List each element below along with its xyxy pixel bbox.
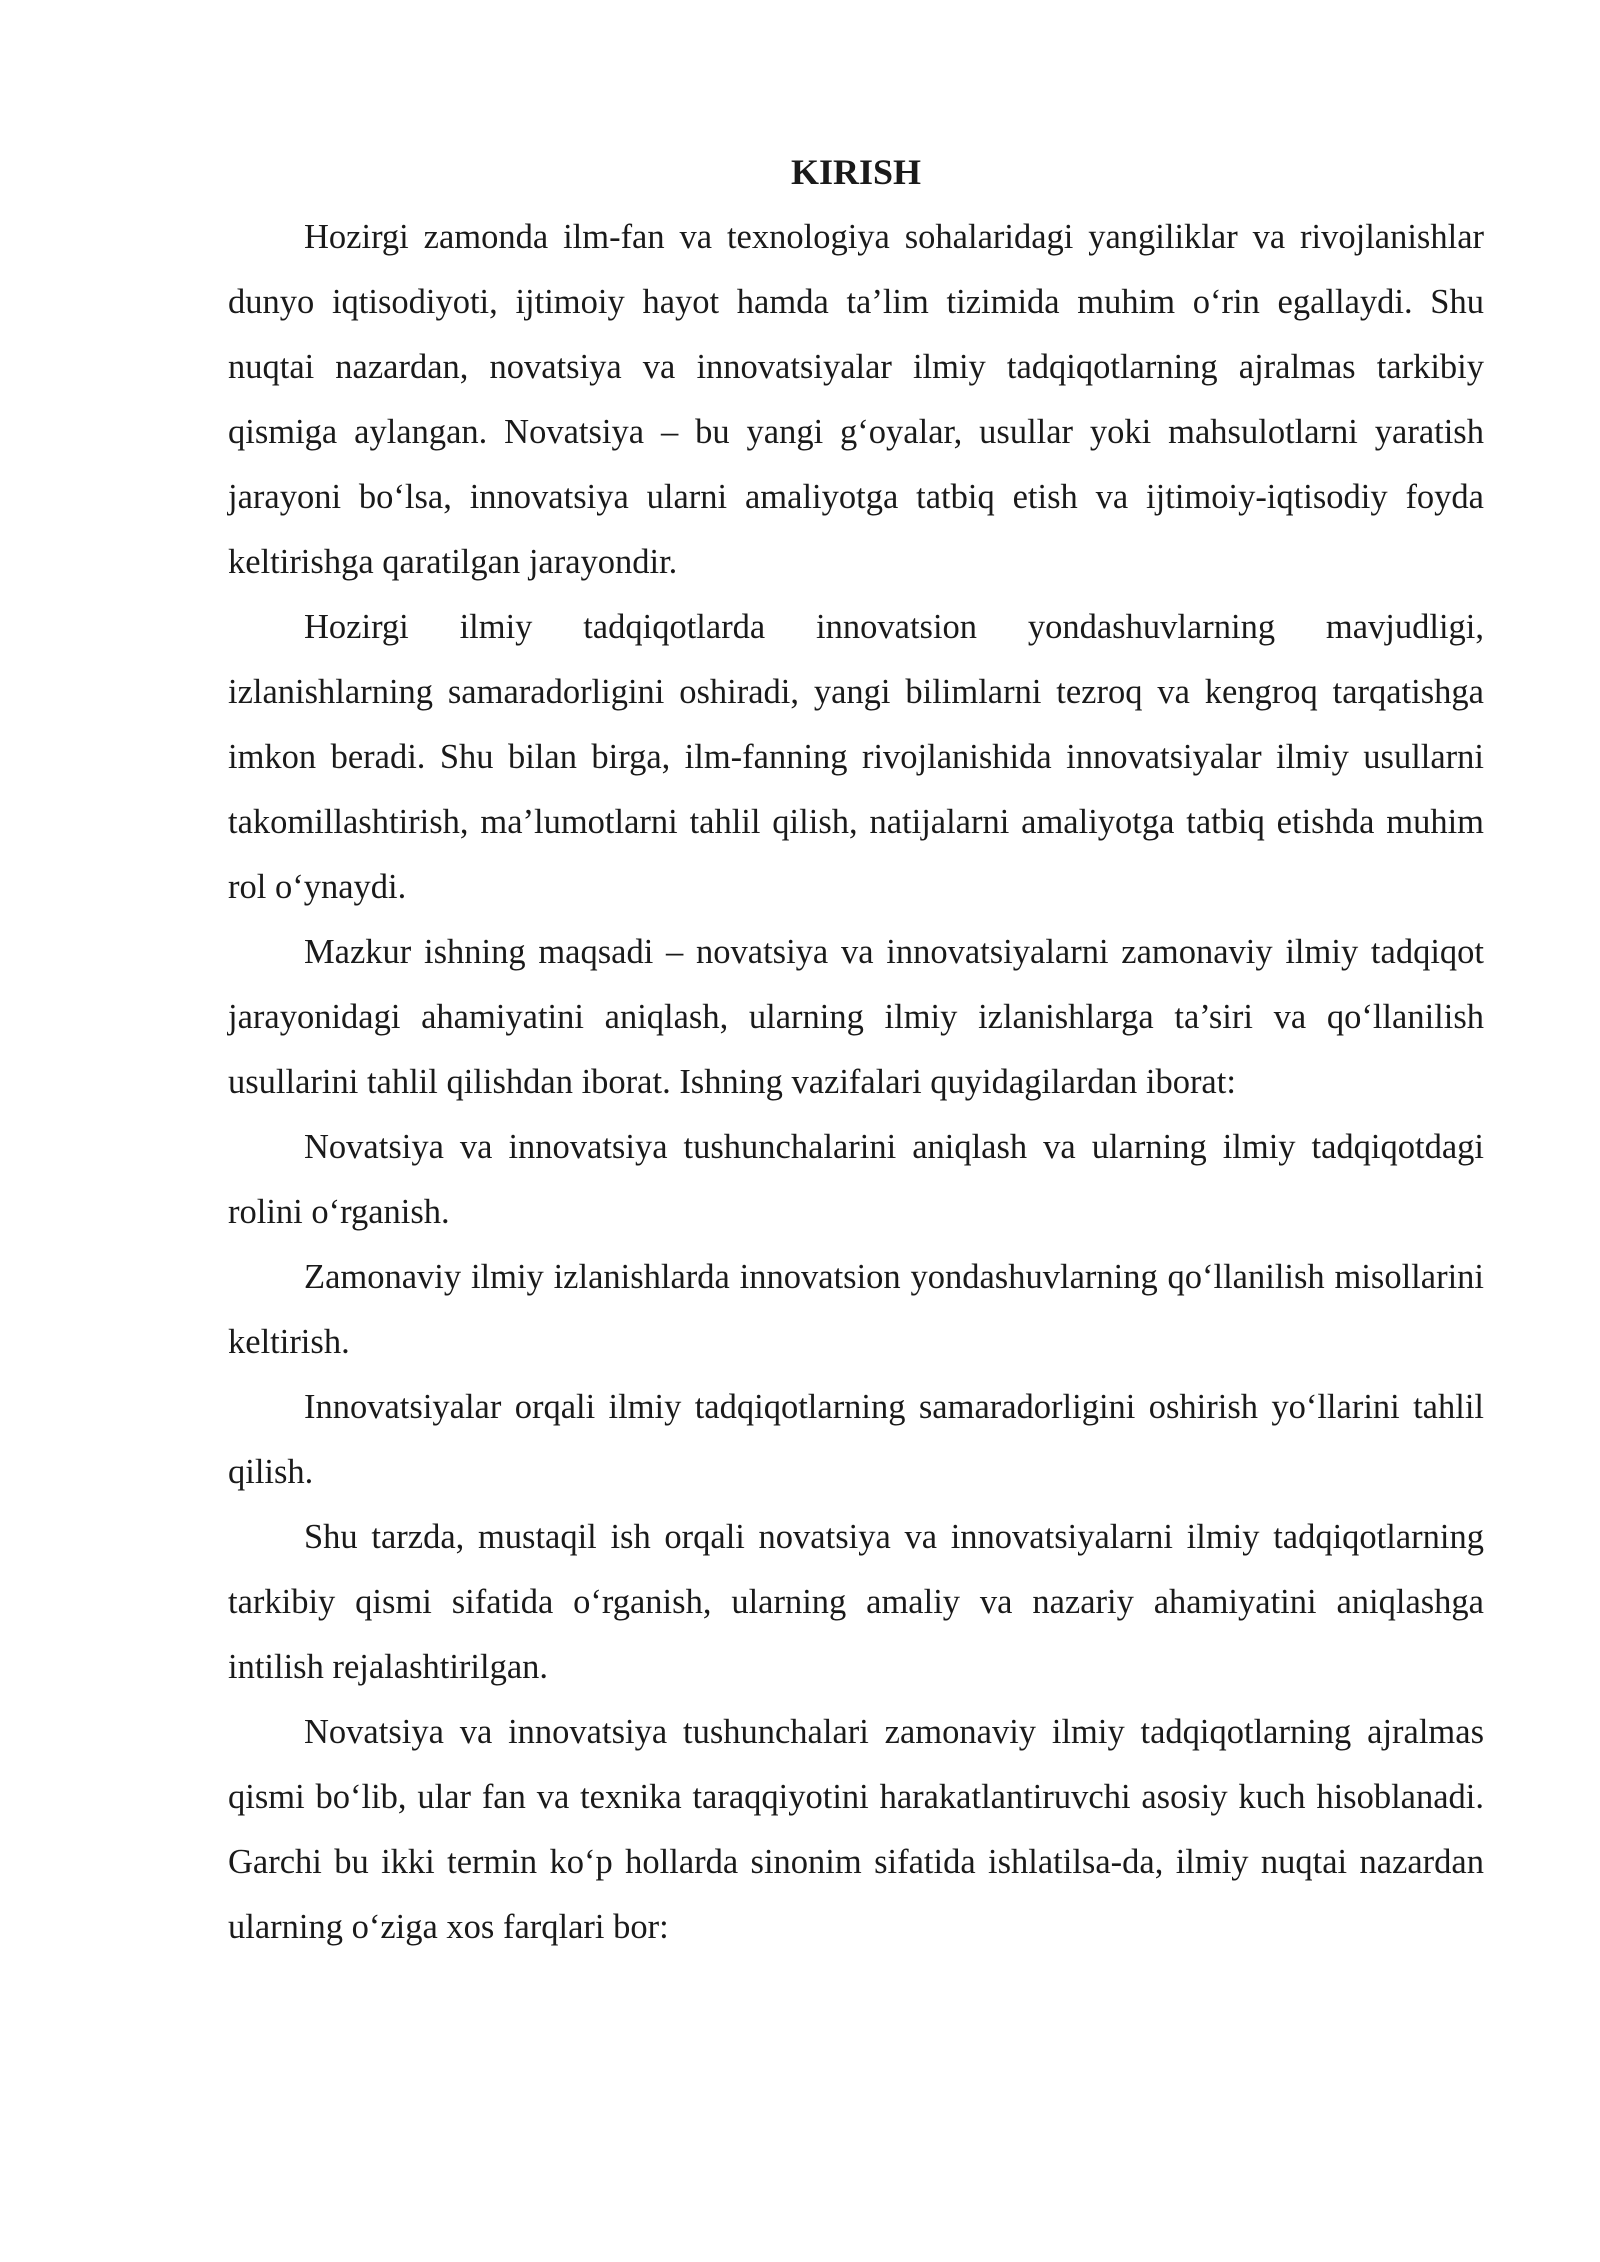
paragraph-definitions: Novatsiya va innovatsiya tushunchalari zamonaviy ilmiy tadqiqotlarning ajralmas qismi bo‘lib, ular fan va texnika taraqqiyotini harakatlantiruvchi asosiy kuch hisoblanadi. Garchi bu ikki termin ko‘p hollarda sinonim sifatida ishlatilsa-da, ilmiy nuqtai nazardan ularning o‘ziga xos farqlari bor:: [228, 1713, 1484, 1946]
paragraph-task-1: Novatsiya va innovatsiya tushunchalarini aniqlash va ularning ilmiy tadqiqotdagi rolini o‘rganish.: [228, 1128, 1484, 1231]
paragraph-goal: Mazkur ishning maqsadi – novatsiya va innovatsiyalarni zamonaviy ilmiy tadqiqot jarayonidagi ahamiyatini aniqlash, ularning ilmiy izlanishlarga ta’siri va qo‘llanilish usullarini tahlil qilishdan iborat. Ishning vazifalari quyidagilardan iborat:: [228, 933, 1484, 1101]
paragraph-summary: Shu tarzda, mustaqil ish orqali novatsiya va innovatsiyalarni ilmiy tadqiqotlarning tarkibiy qismi sifatida o‘rganish, ularning amaliy va nazariy ahamiyatini aniqlashga intilish rejalashtirilgan.: [228, 1518, 1484, 1686]
document-body: [228, 140, 1484, 1960]
document-title: KIRISH: [790, 152, 922, 192]
paragraph-intro: Hozirgi zamonda ilm-fan va texnologiya sohalaridagi yangiliklar va rivojlanishlar dunyo iqtisodiyoti, ijtimoiy hayot hamda ta’lim tizimida muhim o‘rin egallaydi. Shu nuqtai nazardan, novatsiya va innovatsiyalar ilmiy tadqiqotlarning ajralmas tarkibiy qismiga aylangan. Novatsiya – bu yangi g‘oyalar, usullar yoki mahsulotlarni yaratish jarayoni bo‘lsa, innovatsiya ularni amaliyotga tatbiq etish va ijtimoiy-iqtisodiy foyda keltirishga qaratilgan jarayondir.: [228, 218, 1484, 581]
paragraph-task-3: Innovatsiyalar orqali ilmiy tadqiqotlarning samaradorligini oshirish yo‘llarini tahlil qilish.: [228, 1388, 1484, 1491]
paragraph-task-2: Zamonaviy ilmiy izlanishlarda innovatsion yondashuvlarning qo‘llanilish misollarini keltirish.: [228, 1258, 1484, 1361]
paragraph-innovative-approaches: Hozirgi ilmiy tadqiqotlarda innovatsion yondashuvlarning mavjudligi, izlanishlarning samaradorligini oshiradi, yangi bilimlarni tezroq va kengroq tarqatishga imkon beradi. Shu bilan birga, ilm-fanning rivojlanishida innovatsiyalar ilmiy usullarni takomillashtirish, ma’lumotlarni tahlil qilish, natijalarni amaliyotga tatbiq etishda muhim rol o‘ynaydi.: [228, 608, 1484, 906]
